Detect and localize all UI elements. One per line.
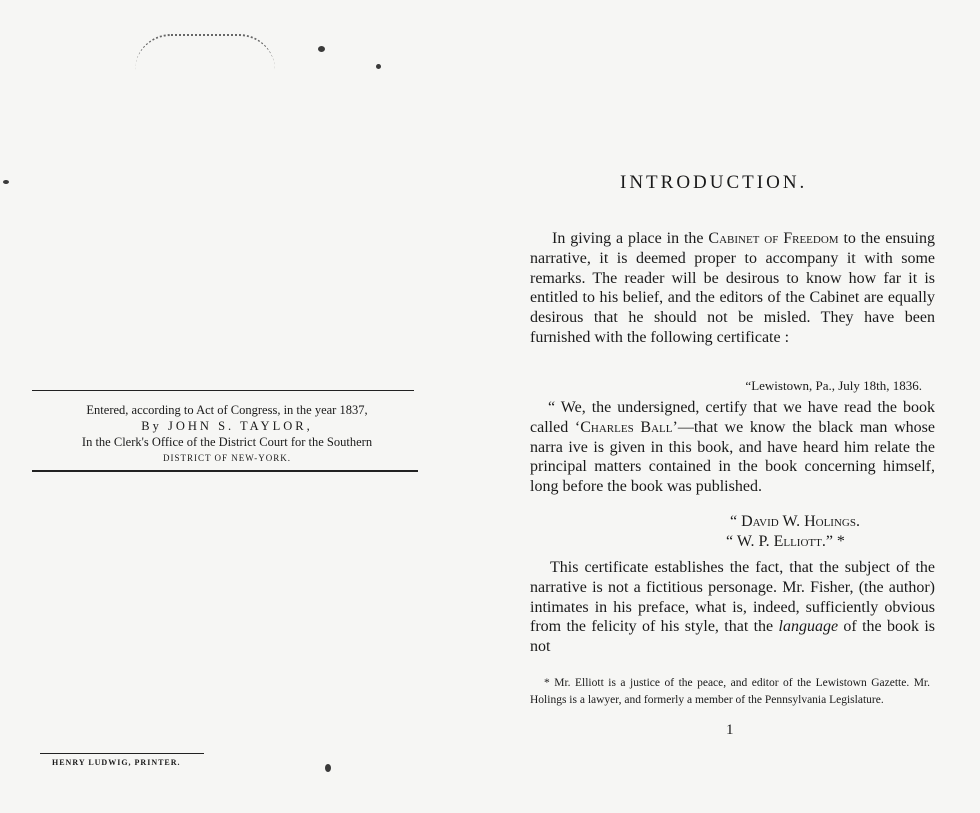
emphasis: language (778, 618, 839, 636)
right-page (480, 0, 980, 813)
certificate-text (530, 398, 935, 497)
signature: “ W. P. Elliott.” * (726, 533, 845, 550)
paragraph (530, 229, 935, 348)
ink-spot (3, 180, 9, 184)
copyright-district: DISTRICT OF NEW-YORK. (162, 453, 292, 463)
text: This certificate establishes the fact, that the subject of the narrative is not a fictitious personage. Mr. Fisher, (the author) intimates in his preface, what is, indeed, sufficiently obvious from the felicity of his style, that the (530, 559, 935, 636)
ink-spot (318, 46, 325, 52)
printer-imprint: HENRY LUDWIG, PRINTER. (52, 758, 181, 767)
footnote: * Mr. Elliott is a justice of the peace, and editor of the Lewistown Gazette. Mr. Holings is a lawyer, and formerly a member of the Pennsylvania Legislature. (530, 677, 930, 706)
text: of the book is not (530, 618, 936, 656)
copyright-notice (34, 402, 420, 466)
copyright-publisher: By JOHN S. TAYLOR, (141, 419, 313, 433)
book-title: Charles Ball (580, 418, 673, 436)
text: In giving a place in the (552, 230, 709, 247)
ink-stain (135, 34, 275, 70)
text: “ We, the undersigned, certify that we have read the book called ‘ (530, 399, 935, 436)
ink-spot (325, 764, 331, 772)
left-page (0, 0, 480, 813)
printer-rule (40, 753, 204, 754)
copyright-rule-bottom (32, 470, 418, 472)
copyright-rule-top (32, 390, 414, 391)
signature: “ David W. Holings. (730, 513, 860, 530)
certificate-date: “Lewistown, Pa., July 18th, 1836. (745, 378, 922, 393)
copyright-line: In the Clerk's Office of the District Court for the Southern (81, 435, 373, 449)
page-number: 1 (726, 722, 734, 738)
series-name: Cabinet of Freedom (708, 230, 839, 247)
paragraph (530, 558, 935, 657)
text: ’—that we know the black man whose narra ive is given in this book, and have heard him relate the principal matters contained in the book concerning himself, long before the book was published. (530, 418, 935, 496)
text: to the ensuing narrative, it is deemed proper to accompany it with some remarks. The reader will be desirous to know how far it is entitled to his belief, and the editors of the Cabinet are equally desirous that he should not be misled. They have been furnished with the following certificate : (530, 230, 936, 346)
copyright-line: Entered, according to Act of Congress, in the year 1837, (86, 403, 368, 417)
chapter-title: INTRODUCTION. (620, 172, 808, 193)
ink-spot (376, 64, 381, 69)
